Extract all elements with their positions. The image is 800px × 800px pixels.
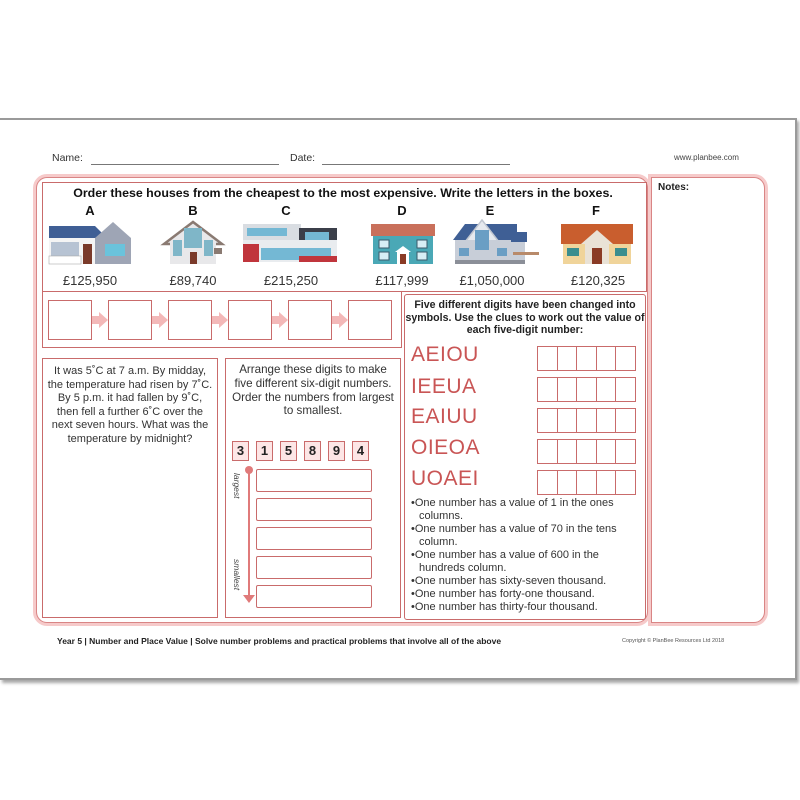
clue-item: •One number has a value of 1 in the ones columns. [411, 497, 614, 522]
code-1-cells[interactable] [537, 346, 635, 376]
code-5: UOAEI [411, 467, 479, 490]
clues-list [409, 497, 643, 614]
order-box-6[interactable] [348, 300, 392, 340]
house-b-price: £89,740 [169, 273, 217, 288]
house-a-price: £125,950 [62, 273, 118, 288]
arrow-down-icon [243, 595, 255, 603]
modern-aframe-house-icon [148, 218, 238, 268]
digit-tile: 9 [328, 441, 345, 461]
arrow-right-icon [279, 312, 288, 328]
clue-item: •One number has sixty-seven thousand. [411, 575, 607, 587]
code-4: OIEOA [411, 436, 481, 459]
teal-townhouse-icon [357, 218, 447, 268]
answer-box-1[interactable] [256, 469, 372, 492]
code-3-cells[interactable] [537, 408, 635, 438]
house-letter: B [188, 203, 198, 218]
clue-item: •One number has forty-one thousand. [411, 588, 595, 600]
house-letter: F [592, 203, 600, 218]
digit-tile: 8 [304, 441, 321, 461]
clue-item: •One number has a value of 70 in the tens column. [411, 523, 617, 548]
answer-box-2[interactable] [256, 498, 372, 521]
worksheet-page [0, 118, 797, 680]
largest-to-smallest-arrow [248, 469, 250, 597]
order-box-4[interactable] [228, 300, 272, 340]
digit-tile: 1 [256, 441, 273, 461]
answer-box-5[interactable] [256, 585, 372, 608]
digit-tile: 3 [232, 441, 249, 461]
houses-task-title: Order these houses from the cheapest to the most expensive. Write the letters in the boxes. [73, 186, 613, 200]
house-c [241, 203, 341, 273]
arrow-start-dot-icon [245, 466, 253, 474]
house-b [148, 203, 238, 273]
code-1: AEIOU [411, 343, 479, 366]
date-field[interactable] [322, 164, 510, 165]
answer-box-4[interactable] [256, 556, 372, 579]
digits-task[interactable] [225, 358, 401, 618]
house-letter: E [485, 203, 495, 218]
smallest-label: smallest [232, 559, 242, 591]
house-c-price: £215,250 [263, 273, 319, 288]
arrow-right-icon [159, 312, 168, 328]
arrow-right-icon [219, 312, 228, 328]
code-2: IEEUA [411, 375, 477, 398]
date-label: Date: [290, 152, 316, 164]
code-3: EAIUU [411, 405, 478, 428]
curriculum-footer: Year 5 | Number and Place Value | Solve number problems and practical problems that involve all of the above [57, 636, 502, 646]
name-label: Name: [52, 152, 83, 164]
order-row [42, 292, 402, 348]
clue-item: •One number has thirty-four thousand. [411, 601, 598, 613]
digits-question: Arrange these digits to make five different six-digit numbers. Order the numbers from largest to smallest. [232, 363, 394, 418]
house-d-price: £117,999 [375, 273, 429, 288]
answer-box-3[interactable] [256, 527, 372, 550]
temperature-task [42, 358, 218, 618]
code-2-cells[interactable] [537, 377, 635, 407]
temperature-question: It was 5˚C at 7 a.m. By midday, the temperature had risen by 7˚C. By 5 p.m. it had fallen by 9˚C, then fell a further 6˚C over the next seven hours. What was the temperature by midnight? [47, 365, 213, 445]
house-letter: A [85, 203, 95, 218]
digit-tile: 4 [352, 441, 369, 461]
house-letter: C [281, 203, 291, 218]
order-box-3[interactable] [168, 300, 212, 340]
copyright-text: Copyright © PlanBee Resources Ltd 2018 [622, 638, 725, 644]
house-f [551, 203, 641, 273]
order-box-2[interactable] [108, 300, 152, 340]
house-d [357, 203, 447, 273]
house-f-price: £120,325 [570, 273, 626, 288]
code-5-cells[interactable] [537, 470, 635, 500]
symbols-task [404, 294, 646, 620]
house-e [445, 203, 545, 273]
notes-label: Notes: [658, 182, 690, 193]
houses-task [42, 182, 647, 292]
notes-panel[interactable] [648, 174, 768, 626]
name-field[interactable] [91, 164, 279, 165]
cottage-house-icon [551, 218, 641, 268]
digit-tile: 5 [280, 441, 297, 461]
house-e-price: £1,050,000 [459, 273, 525, 288]
code-4-cells[interactable] [537, 439, 635, 469]
arrow-right-icon [99, 312, 108, 328]
clue-item: •One number has a value of 600 in the hundreds column. [411, 549, 599, 574]
house-a [45, 203, 135, 273]
website-link[interactable]: www.planbee.com [674, 153, 739, 162]
large-villa-house-icon [445, 218, 545, 268]
largest-label: largest [232, 473, 242, 499]
order-box-5[interactable] [288, 300, 332, 340]
arrow-right-icon [339, 312, 348, 328]
order-boxes [48, 300, 392, 340]
digit-tiles [232, 441, 369, 461]
house-letter: D [397, 203, 407, 218]
modern-flat-roof-house-icon [241, 218, 341, 268]
symbols-task-title: Five different digits have been changed into symbols. Use the clues to work out the value of each five-digit number: [405, 299, 645, 337]
bungalow-house-icon [45, 218, 135, 268]
order-box-1[interactable] [48, 300, 92, 340]
